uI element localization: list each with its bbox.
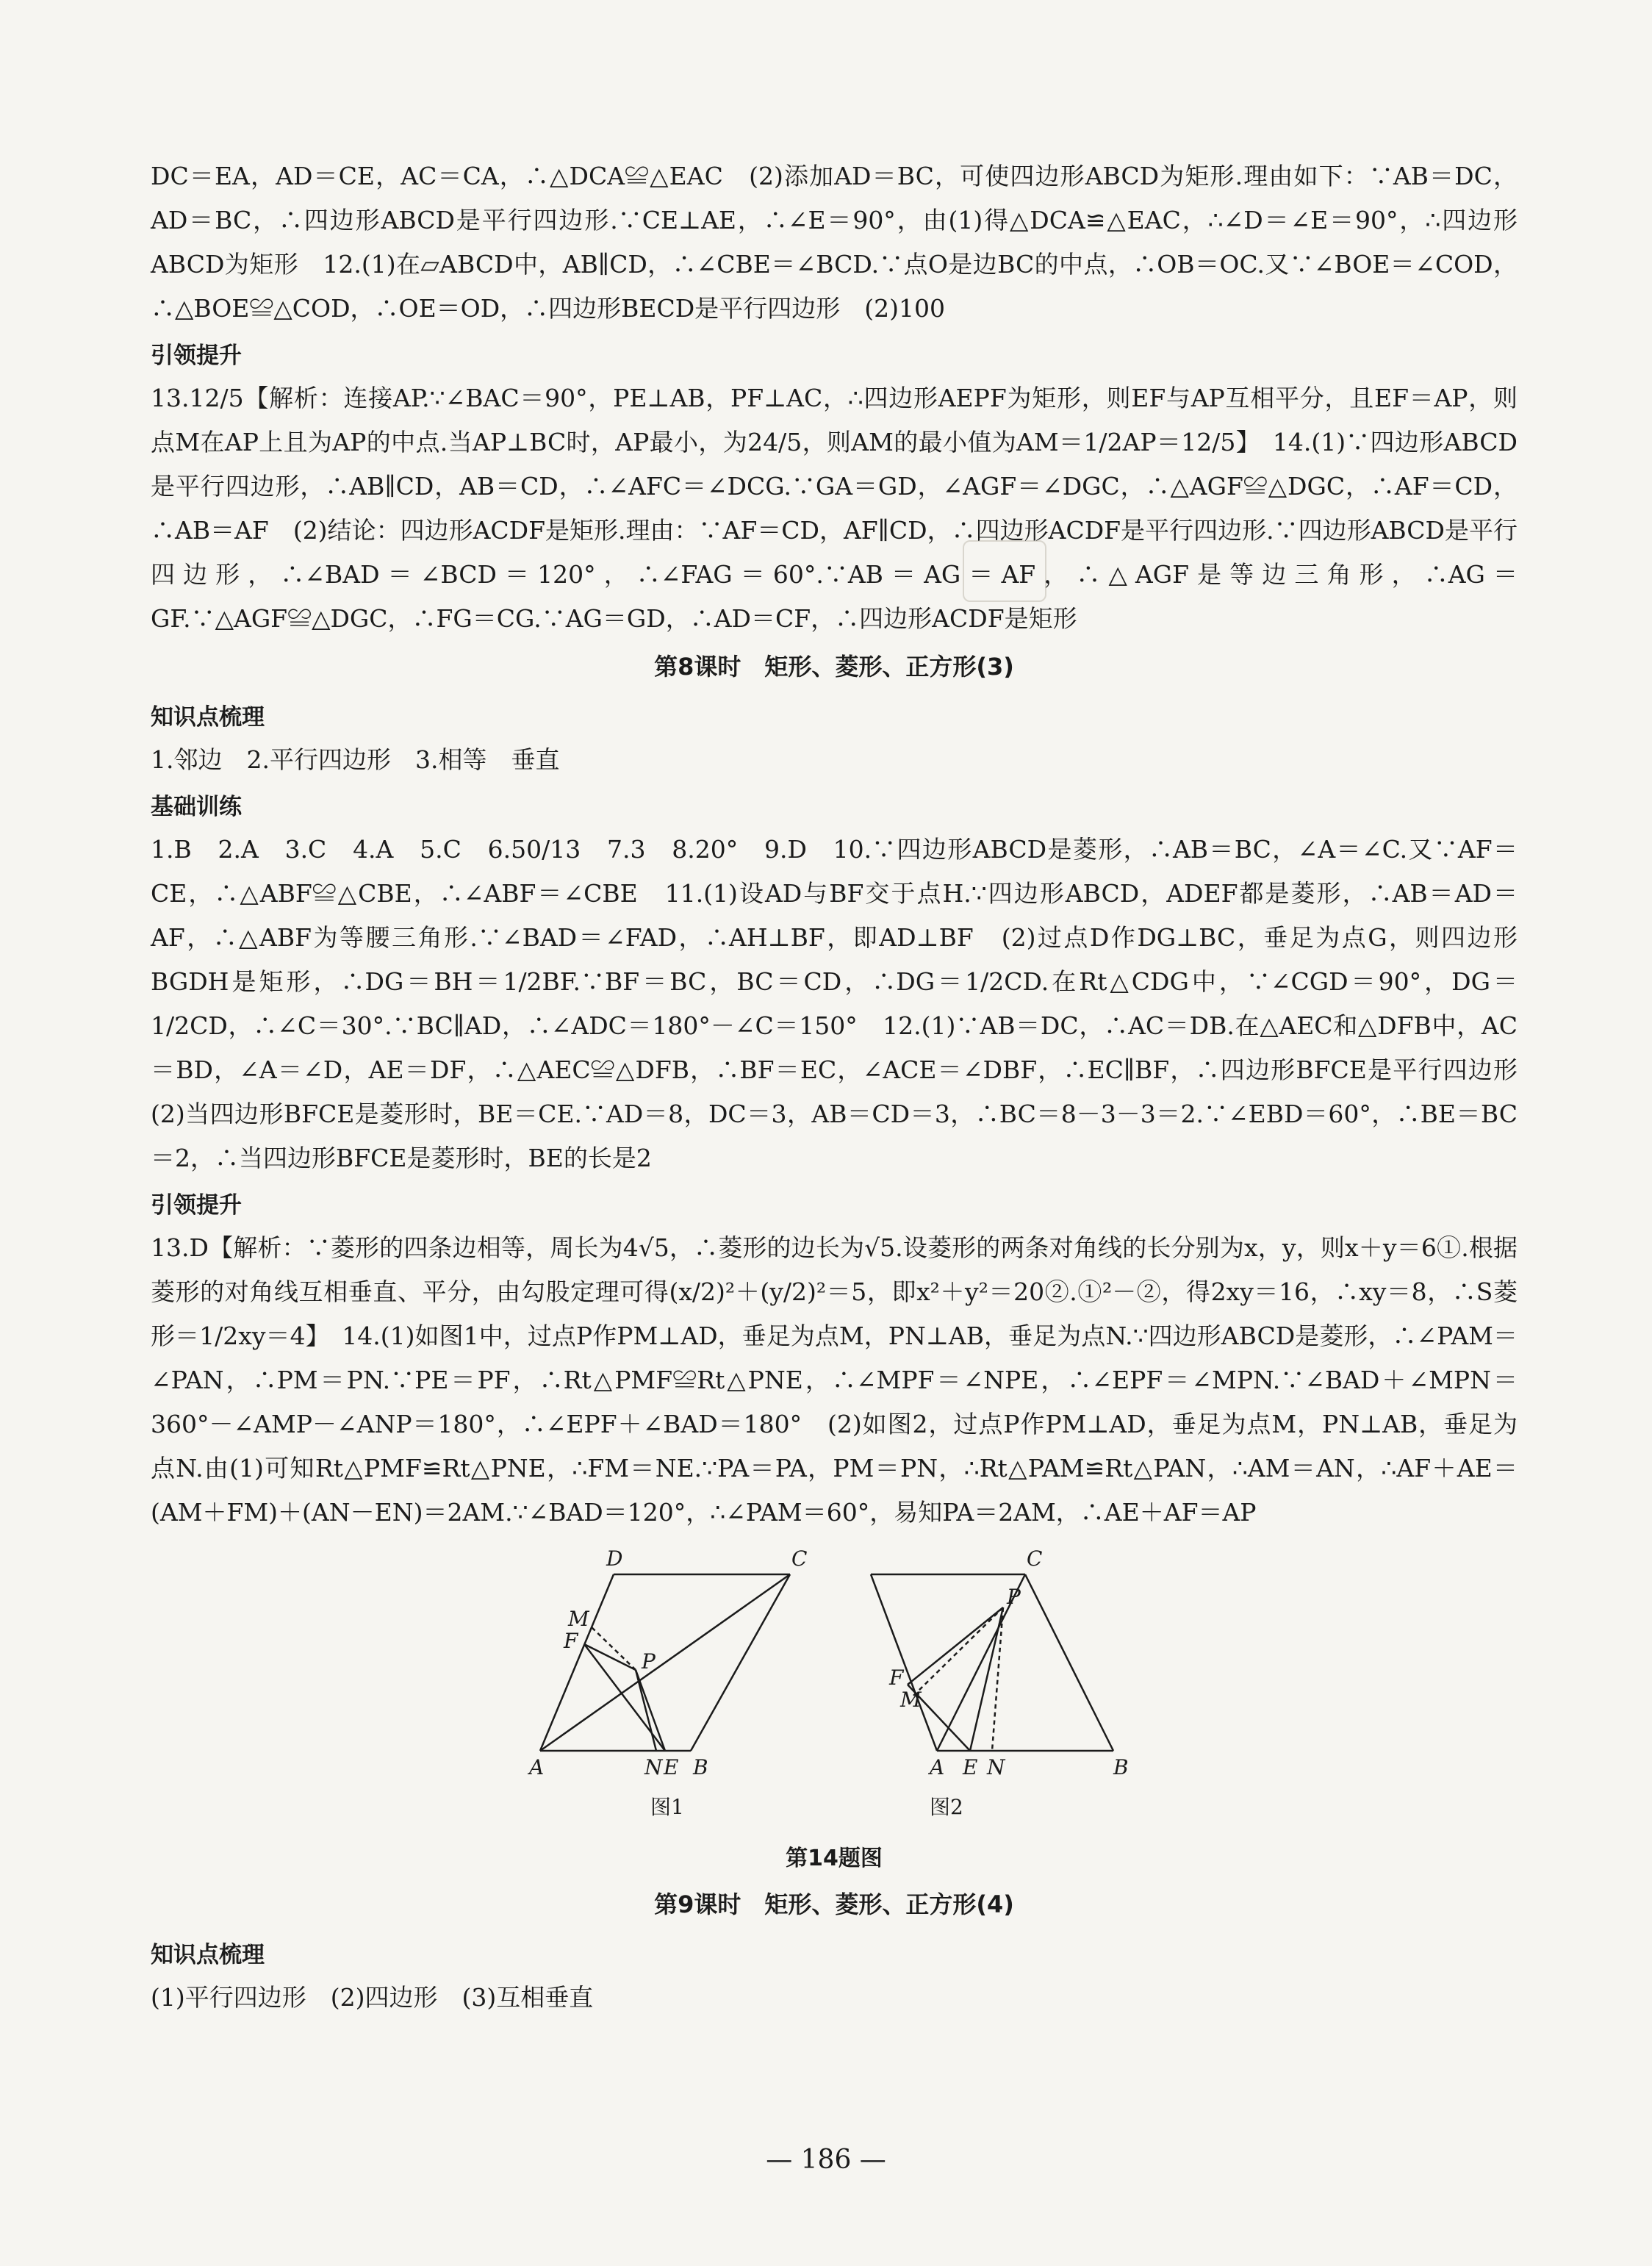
- figure-1: [525, 1545, 834, 1780]
- answer-paragraph-3: 1.邻边 2.平行四边形 3.相等 垂直: [151, 745, 560, 774]
- answer-paragraph-5: 13.D【解析：∵菱形的四条边相等，周长为4√5，∴菱形的边长为√5.设菱形的两条对角线的长分别为x，y，则x＋y＝6①.根据菱形的对角线互相垂直、平分，由勾股定理可得(x/2)²＋(y/2)²＝5，即x²＋y²＝20②.①²－②，得2xy＝16，∴xy＝8，∴S菱形＝1/2xy＝4】 14.(1)如图1中，过点P作PM⊥AD，垂足为点M，PN⊥AB，垂足为点N.∵四边形ABCD是菱形，∴∠PAM＝∠PAN，∴PM＝PN.∵PE＝PF，∴Rt△PMF≌Rt△PNE，∴∠MPF＝∠NPE，∴∠EPF＝∠MPN.∵∠BAD＋∠MPN＝360°－∠AMP－∠ANP＝180°，∴∠EPF＋∠BAD＝180° (2)如图2，过点P作PM⊥AD，垂足为点M，PN⊥AB，垂足为点N.由(1)可知Rt△PMF≌Rt△PNE，∴FM＝NE.∵PA＝PA，PM＝PN，∴Rt△PAM≌Rt△PAN，∴AM＝AN，∴AF＋AE＝(AM＋FM)＋(AN－EN)＝2AM.∵∠BAD＝120°，∴∠PAM＝60°，易知PA＝2AM，∴AE＋AF＝AP: [151, 1233, 1518, 1527]
- fig1-label-N: N: [644, 1755, 663, 1779]
- figure-1-caption: 图1: [650, 1795, 684, 1819]
- fig2-label-C: C: [1027, 1546, 1043, 1571]
- fig1-label-B: B: [693, 1755, 708, 1779]
- section-heading-advanced-2: 引领提升: [151, 1192, 242, 1219]
- fig2-label-F: F: [889, 1666, 904, 1690]
- fig1-label-D: D: [606, 1546, 623, 1571]
- fig1-label-F: F: [564, 1629, 578, 1653]
- answer-paragraph-4: 1.B 2.A 3.C 4.A 5.C 6.50/13 7.3 8.20° 9.D 10.∵四边形ABCD是菱形，∴AB＝BC，∠A＝∠C.又∵AF＝CE，∴△ABF≌△CBE，∴∠ABF＝∠CBE 11.(1)设AD与BF交于点H.∵四边形ABCD，ADEF都是菱形，∴AB＝AD＝AF，∴△ABF为等腰三角形.∵∠BAD＝∠FAD，∴AH⊥BF，即AD⊥BF (2)过点D作DG⊥BC，垂足为点G，则四边形BGDH是矩形，∴DG＝BH＝1/2BF.∵BF＝BC，BC＝CD，∴DG＝1/2CD.在Rt△CDG中，∵∠CGD＝90°，DG＝1/2CD，∴∠C＝30°.∵BC∥AD，∴∠ADC＝180°－∠C＝150° 12.(1)∵AB＝DC，∴AC＝DB.在△AEC和△DFB中，AC＝BD，∠A＝∠D，AE＝DF，∴△AEC≌△DFB，∴BF＝EC，∠ACE＝∠DBF，∴EC∥BF，∴四边形BFCE是平行四边形 (2)当四边形BFCE是菱形时，BE＝CE.∵AD＝8，DC＝3，AB＝CD＝3，∴BC＝8－3－3＝2.∵∠EBD＝60°，∴BE＝BC＝2，∴当四边形BFCE是菱形时，BE的长是2: [151, 835, 1542, 1172]
- lesson-8-title: 第8课时 矩形、菱形、正方形(3): [654, 653, 1014, 681]
- fig1-label-P: P: [642, 1649, 656, 1674]
- figure-14-title: 第14题图: [786, 1846, 883, 1871]
- fig2-label-E: E: [963, 1755, 978, 1779]
- page-number: — 186 —: [766, 2145, 886, 2175]
- figure-2-caption: 图2: [930, 1795, 963, 1819]
- fig2-label-A: A: [930, 1755, 945, 1779]
- section-heading-advanced-1: 引领提升: [151, 343, 242, 369]
- fig1-label-A: A: [529, 1755, 545, 1779]
- fig2-label-N: N: [987, 1755, 1005, 1779]
- answer-paragraph-2: 13.12/5【解析：连接AP.∵∠BAC＝90°，PE⊥AB，PF⊥AC，∴四边形AEPF为矩形，则EF与AP互相平分，且EF＝AP，则点M在AP上且为AP的中点.当AP⊥BC时，AP最小，为24/5，则AM的最小值为AM＝1/2AP＝12/5】 14.(1)∵四边形ABCD是平行四边形，∴AB∥CD，AB＝CD，∴∠AFC＝∠DCG.∵GA＝GD，∠AGF＝∠DGC，∴△AGF≌△DGC，∴AF＝CD，∴AB＝AF (2)结论：四边形ACDF是矩形.理由：∵AF＝CD，AF∥CD，∴四边形ACDF是平行四边形.∵四边形ABCD是平行四边形，∴∠BAD＝∠BCD＝120°，∴∠FAG＝60°.∵AB＝AG＝AF，∴△AGF是等边三角形，∴AG＝GF.∵△AGF≌△DGC，∴FG＝CG.∵AG＝GD，∴AD＝CF，∴四边形ACDF是矩形: [151, 384, 1518, 633]
- figure-2: [856, 1545, 1165, 1780]
- fig2-label-P: P: [1007, 1585, 1021, 1609]
- fig1-label-C: C: [791, 1546, 808, 1571]
- fig1-label-E: E: [664, 1755, 679, 1779]
- section-heading-knowledge-1: 知识点梳理: [151, 704, 265, 731]
- section-heading-knowledge-2: 知识点梳理: [151, 1942, 265, 1968]
- answer-paragraph-1: DC＝EA，AD＝CE，AC＝CA，∴△DCA≌△EAC (2)添加AD＝BC，可使四边形ABCD为矩形.理由如下：∵AB＝DC，AD＝BC，∴四边形ABCD是平行四边形.∵CE⊥AE，∴∠E＝90°，由(1)得△DCA≌△EAC，∴∠D＝∠E＝90°，∴四边形ABCD为矩形 12.(1)在▱ABCD中，AB∥CD，∴∠CBE＝∠BCD.∵点O是边BC的中点，∴OB＝OC.又∵∠BOE＝∠COD，∴△BOE≌△COD，∴OE＝OD，∴四边形BECD是平行四边形 (2)100: [151, 162, 1518, 323]
- figures-14: [151, 1545, 1518, 1839]
- fig2-label-M: M: [900, 1688, 922, 1712]
- fig1-label-M: M: [568, 1607, 589, 1631]
- lesson-9-title: 第9课时 矩形、菱形、正方形(4): [654, 1890, 1014, 1918]
- answer-page: [151, 154, 1542, 2020]
- section-heading-basic-training: 基础训练: [151, 794, 242, 820]
- answer-paragraph-6: (1)平行四边形 (2)四边形 (3)互相垂直: [151, 1983, 594, 2012]
- fig2-label-B: B: [1113, 1755, 1129, 1779]
